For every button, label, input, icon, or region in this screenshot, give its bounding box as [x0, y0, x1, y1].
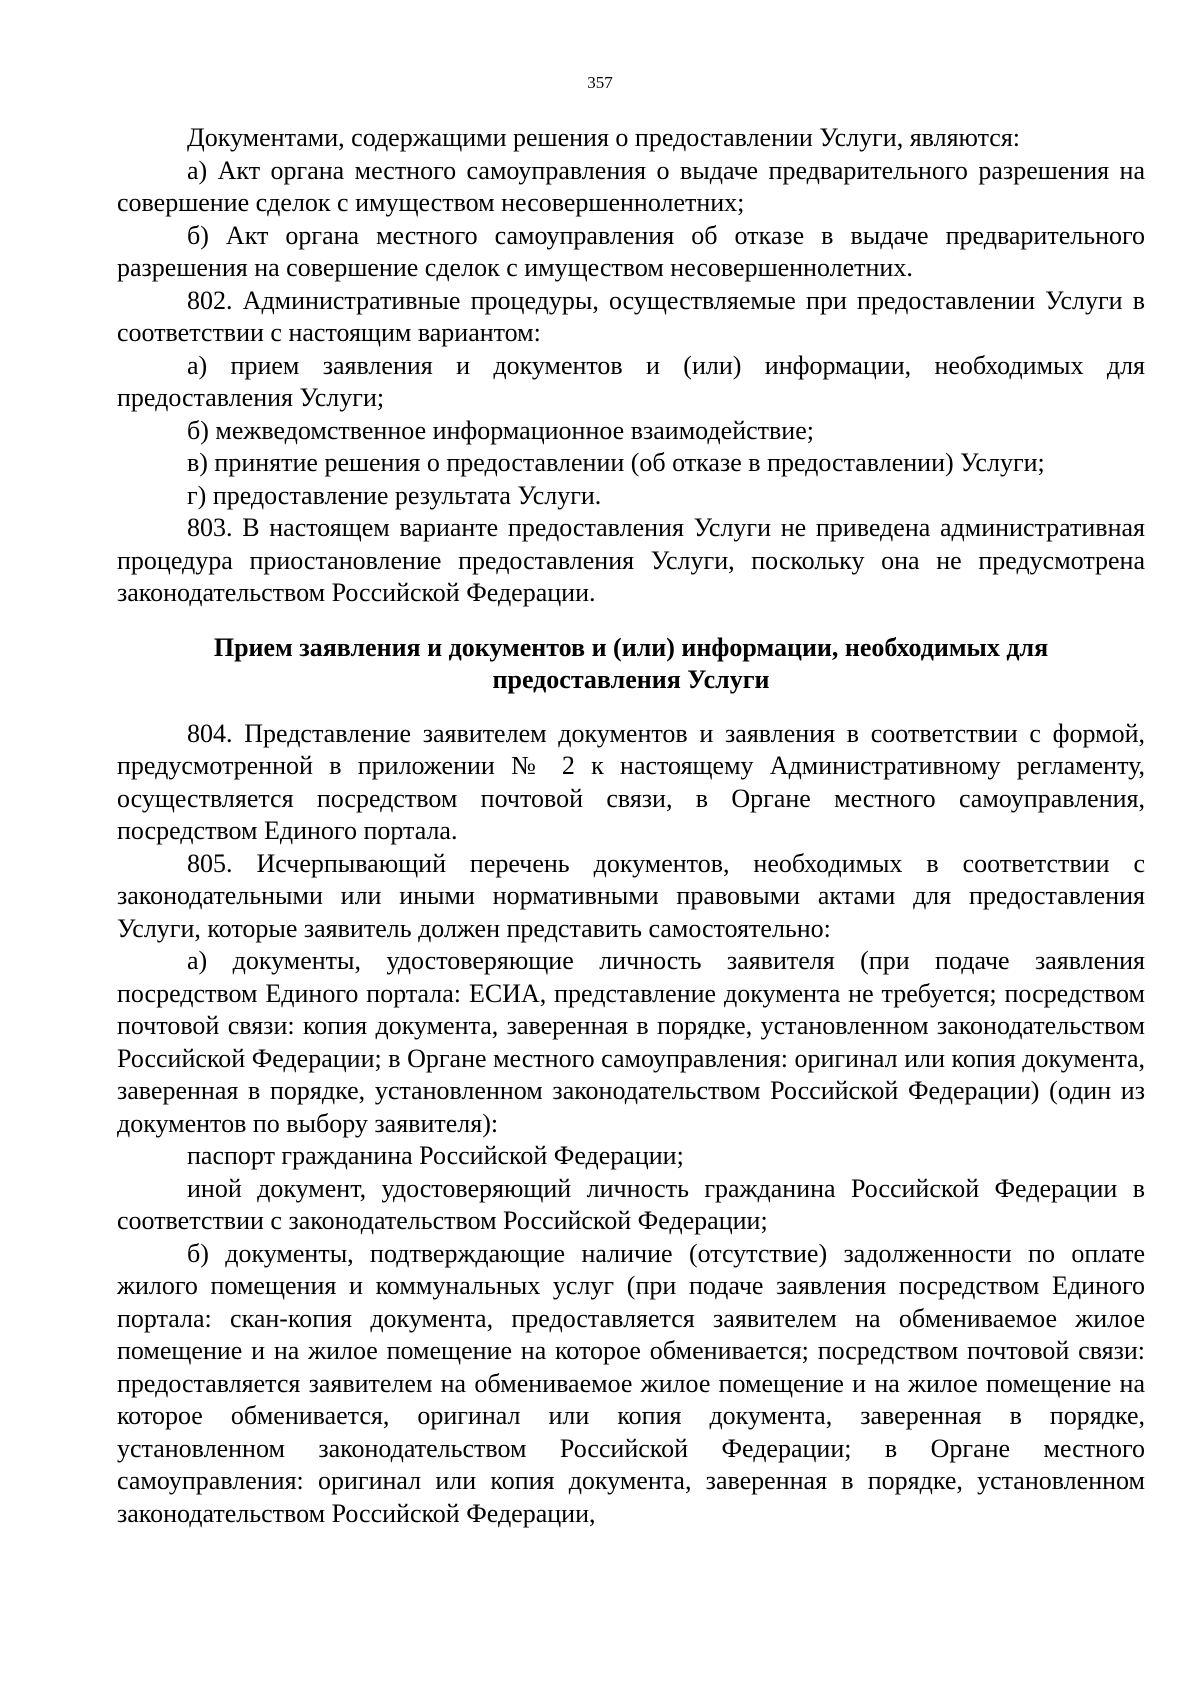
paragraph-other-id: иной документ, удостоверяющий личность гражданина Российской Федерации в соответствии с законодательством Российской Федерации; — [117, 1173, 1145, 1235]
paragraph-802-v: в) принятие решения о предоставлении (об отказе в предоставлении) Услуги; — [187, 448, 1045, 477]
paragraph-802: 802. Административные процедуры, осуществляемые при предоставлении Услуги в соответствии с настоящим вариантом: — [117, 285, 1145, 347]
paragraph-results-intro: Документами, содержащими решения о предоставлении Услуги, являются: — [187, 123, 1021, 152]
section-heading — [117, 632, 1145, 696]
paragraph-805: 805. Исчерпывающий перечень документов, необходимых в соответствии с законодательными или иными нормативными правовыми актами для предоставления Услуги, которые заявитель должен представить самостоятельно: — [117, 848, 1145, 943]
paragraph-passport: паспорт гражданина Российской Федерации; — [187, 1141, 684, 1170]
paragraph-805-a: а) документы, удостоверяющие личность заявителя (при подаче заявления посредством Единого портала: ЕСИА, представление документа не требуется; посредством почтовой связи: копия документа, заверенная в порядке, установленном законодательством Российской Федерации; в Органе местного самоуправления: оригинал или копия документа, заверенная в порядке, установленном законодательством Российской Федерации) (один из документов по выбору заявителя): — [117, 946, 1145, 1138]
paragraph-803: 803. В настоящем варианте предоставления Услуги не приведена административная процедура приостановление предоставления Услуги, поскольку она не предусмотрена законодательством Российской Федерации. — [117, 513, 1145, 607]
paragraph-804: 804. Представление заявителем документов и заявления в соответствии с формой, предусмотренной в приложении № 2 к настоящему Административному регламенту, осуществляется посредством почтовой связи, в Органе местного самоуправления, посредством Единого портала. — [117, 718, 1145, 845]
paragraph-802-a: а) прием заявления и документов и (или) информации, необходимых для предоставления Услуги; — [117, 350, 1145, 412]
paragraph-802-b: б) межведомственное информационное взаимодействие; — [187, 415, 814, 445]
paragraph-802-g: г) предоставление результата Услуги. — [187, 480, 602, 510]
paragraph-item-b-refusal: б) Акт органа местного самоуправления об отказе в выдаче предварительного разрешения на совершение сделок с имуществом несовершеннолетних. — [117, 220, 1145, 282]
page-number: 357 — [587, 73, 613, 92]
document-body — [117, 122, 1145, 1530]
paragraph-item-a-approval: а) Акт органа местного самоуправления о выдаче предварительного разрешения на совершение сделок с имуществом несовершеннолетних; — [117, 155, 1145, 217]
paragraph-805-b: б) документы, подтверждающие наличие (отсутствие) задолженности по оплате жилого помещения и коммунальных услуг (при подаче заявления посредством Единого портала: скан-копия документа, предоставляется заявителем на обмениваемое жилое помещение и на жилое помещение на которое обменивается; посредством почтовой связи: предоставляется заявителем на обмениваемое жилое помещение и на жилое помещение на которое обменивается, оригинал или копия документа, заверенная в порядке, установленном законодательством Российской Федерации; в Органе местного самоуправления: оригинал или копия документа, заверенная в порядке, установленном законодательством Российской Федерации, — [117, 1238, 1145, 1528]
section-heading-line-2: предоставления Услуги — [492, 664, 770, 694]
section-heading-line-1: Прием заявления и документов и (или) информации, необходимых для — [213, 632, 1049, 662]
